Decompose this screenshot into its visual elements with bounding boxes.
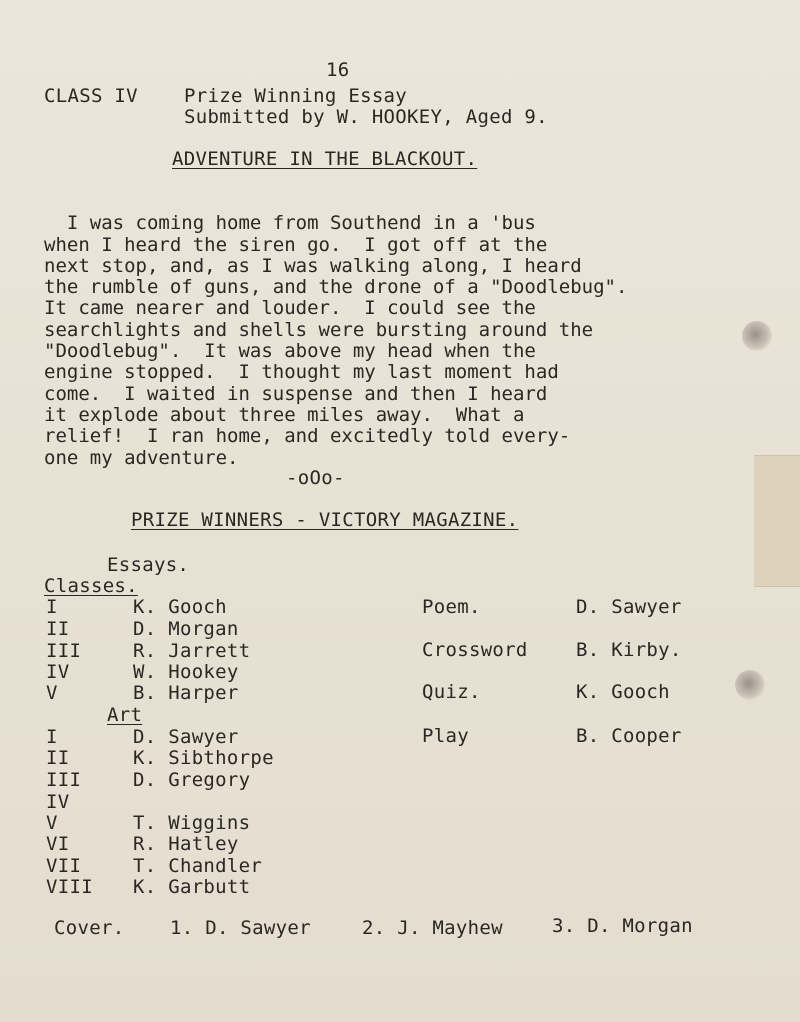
essay-class: V — [46, 682, 58, 704]
category-winner: B. Cooper — [576, 725, 682, 747]
essay-winner: D. Morgan — [133, 618, 239, 640]
art-winner: T. Wiggins — [133, 812, 251, 834]
punch-hole-top — [742, 321, 772, 351]
essay-line: next stop, and, as I was walking along, I heard — [44, 254, 582, 277]
essay-winner: B. Harper — [133, 682, 239, 704]
art-label: Art — [107, 704, 143, 726]
classes-label: Classes. — [44, 575, 138, 597]
winners-title: PRIZE WINNERS - VICTORY MAGAZINE. — [131, 509, 519, 531]
art-class: II — [46, 747, 70, 769]
art-winner: R. Hatley — [133, 833, 239, 855]
header-line-2: Submitted by W. HOOKEY, Aged 9. — [184, 106, 548, 128]
header-line-1: Prize Winning Essay — [184, 85, 408, 107]
art-class: VII — [46, 855, 82, 877]
cover-third: 3. D. Morgan — [552, 915, 693, 937]
category-label: Crossword — [422, 639, 528, 661]
essay-line: when I heard the siren go. I got off at the — [44, 233, 548, 256]
category-label: Play — [422, 725, 469, 747]
essay-line: come. I waited in suspense and then I heard — [44, 382, 548, 405]
essay-title: ADVENTURE IN THE BLACKOUT. — [172, 148, 478, 170]
cover-label: Cover. — [54, 917, 125, 939]
essay-line: "Doodlebug". It was above my head when the — [44, 340, 536, 363]
art-winner: K. Sibthorpe — [133, 747, 274, 769]
essay-class: III — [46, 640, 82, 662]
essay-line: the rumble of guns, and the drone of a "Doodlebug". — [44, 276, 628, 299]
category-winner: K. Gooch — [576, 681, 670, 703]
tape-strip — [754, 455, 800, 587]
art-class: IV — [46, 791, 70, 813]
art-winner: T. Chandler — [133, 855, 263, 877]
art-class: I — [46, 726, 58, 748]
category-label: Poem. — [422, 596, 481, 618]
category-winner: D. Sawyer — [576, 596, 682, 618]
essay-body — [44, 192, 744, 490]
cover-first: 1. D. Sawyer — [170, 917, 311, 939]
separator: -oOo- — [286, 467, 345, 489]
art-class: III — [46, 769, 82, 791]
essay-winner: K. Gooch — [133, 596, 227, 618]
essay-line: engine stopped. I thought my last moment had — [44, 361, 559, 384]
essay-line: It came nearer and louder. I could see the — [44, 297, 536, 320]
class-label: CLASS IV — [44, 85, 138, 107]
category-winner: B. Kirby. — [576, 639, 682, 661]
essay-line: relief! I ran home, and excitedly told every- — [44, 425, 571, 448]
art-winner: D. Gregory — [133, 769, 251, 791]
art-winner: D. Sawyer — [133, 726, 239, 748]
essays-label: Essays. — [107, 554, 190, 576]
essay-winner: R. Jarrett — [133, 640, 251, 662]
essay-line: one my adventure. — [44, 446, 239, 469]
essay-class: II — [46, 618, 70, 640]
category-label: Quiz. — [422, 681, 481, 703]
essay-winner: W. Hookey — [133, 661, 239, 683]
page-number: 16 — [326, 59, 350, 81]
art-class: VI — [46, 833, 70, 855]
punch-hole-bottom — [735, 670, 765, 700]
art-winner: K. Garbutt — [133, 876, 251, 898]
essay-line: searchlights and shells were bursting around the — [44, 318, 594, 341]
essay-line: it explode about three miles away. What a — [44, 403, 525, 426]
essay-line: I was coming home from Southend in a 'bus — [44, 212, 536, 235]
art-class: VIII — [46, 876, 93, 898]
art-class: V — [46, 812, 58, 834]
essay-class: IV — [46, 661, 70, 683]
cover-second: 2. J. Mayhew — [362, 917, 503, 939]
essay-class: I — [46, 596, 58, 618]
